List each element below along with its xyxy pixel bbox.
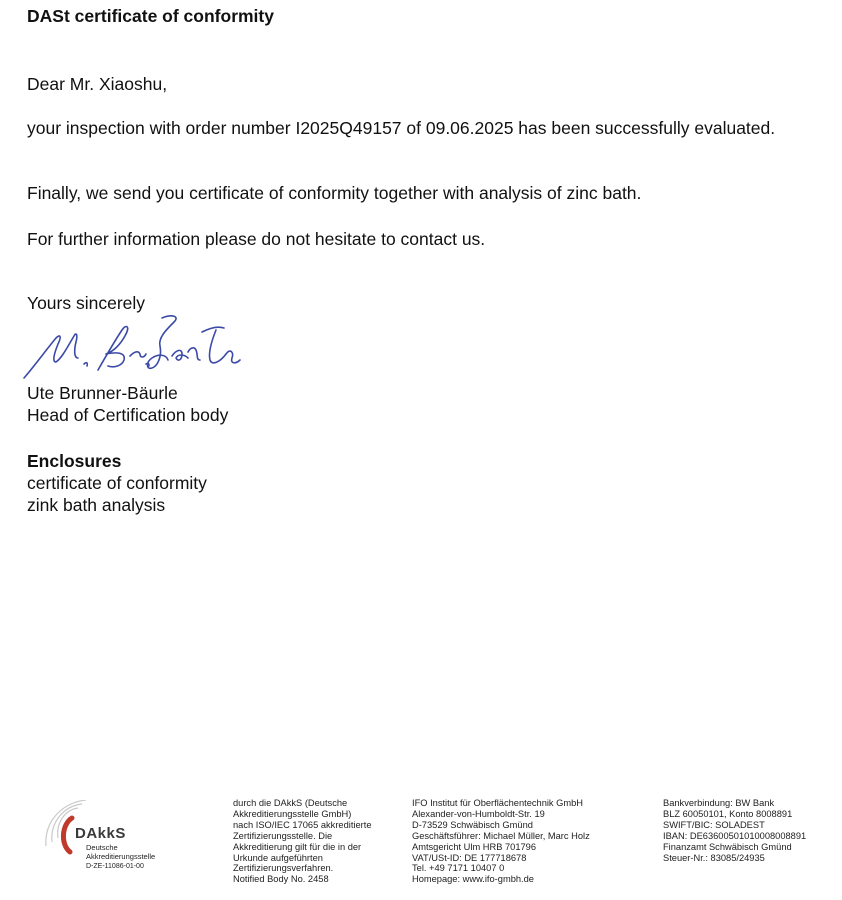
handwritten-signature	[22, 312, 242, 382]
signer-name: Ute Brunner-Bäurle	[27, 383, 178, 403]
footer-line: nach ISO/IEC 17065 akkreditierte	[233, 819, 372, 830]
footer-line: Notified Body No. 2458	[233, 874, 329, 885]
salutation: Dear Mr. Xiaoshu,	[27, 74, 168, 94]
enclosures-heading: Enclosures	[27, 451, 122, 471]
letter-subject: DASt certificate of conformity	[27, 6, 274, 26]
paragraph-certificate: Finally, we send you certificate of conformity together with analysis of zinc bath.	[27, 183, 642, 203]
footer-company-info	[412, 798, 590, 885]
footer-line: durch die DAkkS (Deutsche	[233, 798, 348, 808]
footer-line: Akkreditierungsstelle GmbH)	[233, 808, 352, 819]
dakks-logo-line: Deutsche	[86, 843, 118, 852]
footer-line: Zertifizierungsverfahren.	[233, 863, 334, 874]
footer-homepage-link[interactable]: Homepage: www.ifo-gmbh.de	[412, 874, 534, 885]
dakks-logo-text: DAkkS	[75, 825, 126, 842]
footer-line: Zertifizierungsstelle. Die	[233, 830, 333, 841]
closing: Yours sincerely	[27, 293, 146, 313]
footer-line: VAT/USt-ID: DE 177718678	[412, 852, 527, 863]
footer-line: Bankverbindung: BW Bank	[663, 798, 775, 808]
footer-line: IFO Institut für Oberflächentechnik GmbH	[412, 798, 584, 808]
footer-line: Geschäftsführer: Michael Müller, Marc Holz	[412, 830, 590, 841]
footer-line: Urkunde aufgeführten	[233, 852, 323, 863]
footer-line: SWIFT/BIC: SOLADEST	[663, 819, 765, 830]
footer-line: Tel. +49 7171 10407 0	[412, 863, 505, 874]
footer-line: Steuer-Nr.: 83085/24935	[663, 852, 765, 863]
enclosure-item: zink bath analysis	[27, 495, 166, 515]
signer-title: Head of Certification body	[27, 405, 229, 425]
dakks-logo-line: Akkreditierungsstelle	[86, 852, 156, 861]
footer-line: Alexander-von-Humboldt-Str. 19	[412, 808, 545, 819]
paragraph-inspection: your inspection with order number I2025Q49157 of 09.06.2025 has been successfully evaluated.	[27, 118, 776, 138]
paragraph-contact: For further information please do not hesitate to contact us.	[27, 229, 486, 249]
footer-accreditation	[233, 798, 372, 885]
footer-bank-info	[663, 798, 806, 863]
footer-line: Finanzamt Schwäbisch Gmünd	[663, 841, 792, 852]
footer-line: D-73529 Schwäbisch Gmünd	[412, 819, 533, 830]
dakks-registration-number: D-ZE-11086-01-00	[86, 863, 144, 870]
footer-line: Amtsgericht Ulm HRB 701796	[412, 841, 537, 852]
footer-line: Akkreditierung gilt für die in der	[233, 841, 362, 852]
footer-line: BLZ 60050101, Konto 8008891	[663, 808, 793, 819]
enclosure-item: certificate of conformity	[27, 473, 207, 493]
footer-line: IBAN: DE63600501010008008891	[663, 830, 807, 841]
